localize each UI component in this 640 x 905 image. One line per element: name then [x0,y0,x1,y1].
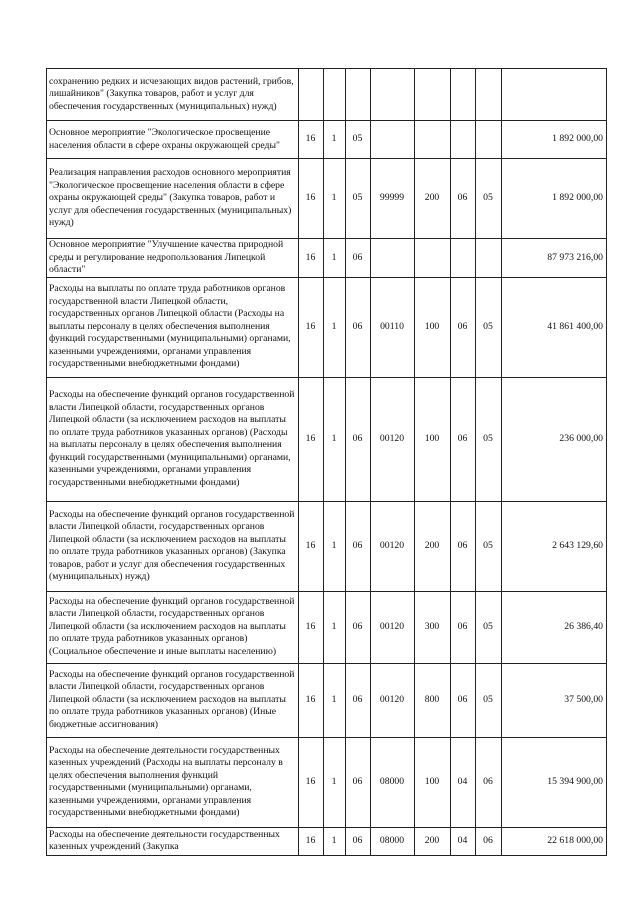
cell-description: Реализация направления расходов основного мероприятия "Экологическое просвещение населения области в сфере охраны окружающей среды" (Закупка товаров, работ и услуг для обеспечения государственных (муниципальных) нужд) [47,159,299,239]
cell-code-4: 08000 [371,827,415,855]
cell-code-2: 1 [324,377,346,501]
cell-code-4 [371,239,415,278]
cell-code-5: 200 [415,159,451,239]
cell-code-2: 1 [324,159,346,239]
cell-amount: 22 618 000,00 [502,827,607,855]
cell-code-6: 06 [451,377,476,501]
cell-amount [502,69,607,121]
cell-code-1: 16 [299,377,324,501]
cell-description: Расходы на обеспечение функций органов государственной власти Липецкой области, государственных органов Липецкой области (за исключением расходов на выплаты по оплате труда работников указанных органов) (Расходы на выплаты персоналу в целях обеспечения выполнения функций государственными (муниципальными) органами, казенными учреждениями, органами управления государственными внебюджетными фондами) [47,377,299,501]
cell-code-1: 16 [299,827,324,855]
cell-description: сохранению редких и исчезающих видов растений, грибов, лишайников" (Закупка товаров, работ и услуг для обеспечения государственных (муниципальных) нужд) [47,69,299,121]
cell-code-3: 06 [346,737,371,827]
table-row [47,737,607,827]
cell-code-6 [451,239,476,278]
cell-amount: 26 386,40 [502,591,607,663]
cell-code-5: 100 [415,377,451,501]
cell-amount: 15 394 900,00 [502,737,607,827]
cell-code-4: 00120 [371,501,415,591]
cell-code-1: 16 [299,239,324,278]
cell-description: Основное мероприятие "Экологическое просвещение населения области в сфере охраны окружающей среды" [47,121,299,159]
cell-code-2: 1 [324,239,346,278]
cell-code-2: 1 [324,827,346,855]
cell-code-6: 04 [451,737,476,827]
cell-code-7 [476,239,502,278]
cell-code-6 [451,69,476,121]
cell-description: Расходы на обеспечение деятельности государственных казенных учреждений (Закупка [47,827,299,855]
cell-code-1: 16 [299,737,324,827]
cell-code-6 [451,121,476,159]
cell-code-3: 06 [346,827,371,855]
table-row [47,277,607,377]
cell-code-2: 1 [324,591,346,663]
cell-code-5 [415,121,451,159]
cell-description: Расходы на обеспечение деятельности государственных казенных учреждений (Расходы на выплаты персоналу в целях обеспечения выполнения функций государственными (муниципальными) органами, казенными учреждениями, органами управления государственными внебюджетными фондами) [47,737,299,827]
table-row [47,159,607,239]
cell-code-1: 16 [299,159,324,239]
cell-code-6: 06 [451,591,476,663]
cell-code-4: 08000 [371,737,415,827]
cell-code-7: 06 [476,737,502,827]
cell-code-3: 05 [346,121,371,159]
cell-amount: 236 000,00 [502,377,607,501]
cell-code-3: 06 [346,663,371,737]
cell-code-3: 05 [346,159,371,239]
cell-amount: 87 973 216,00 [502,239,607,278]
cell-code-4: 00120 [371,663,415,737]
cell-code-1: 16 [299,501,324,591]
cell-code-3: 06 [346,239,371,278]
cell-code-4 [371,69,415,121]
cell-code-5: 200 [415,827,451,855]
cell-code-5 [415,239,451,278]
cell-code-1: 16 [299,121,324,159]
cell-code-4: 00120 [371,591,415,663]
cell-description: Основное мероприятие "Улучшение качества природной среды и регулирование недропользования Липецкой области" [47,239,299,278]
table-row [47,239,607,278]
table-row [47,663,607,737]
cell-code-2: 1 [324,663,346,737]
budget-table-body [47,69,607,856]
cell-code-3: 06 [346,501,371,591]
cell-code-7: 05 [476,377,502,501]
cell-code-3: 06 [346,591,371,663]
cell-code-3: 06 [346,277,371,377]
cell-code-1 [299,69,324,121]
cell-code-5: 200 [415,501,451,591]
cell-code-4: 99999 [371,159,415,239]
table-row [47,69,607,121]
budget-table [46,68,607,856]
cell-code-2: 1 [324,121,346,159]
cell-code-5 [415,69,451,121]
cell-code-6: 06 [451,663,476,737]
cell-code-7: 05 [476,501,502,591]
cell-code-6: 06 [451,501,476,591]
cell-code-4: 00110 [371,277,415,377]
cell-code-5: 100 [415,277,451,377]
cell-code-7 [476,121,502,159]
cell-code-4 [371,121,415,159]
cell-code-3 [346,69,371,121]
cell-code-2: 1 [324,737,346,827]
cell-code-6: 06 [451,277,476,377]
cell-code-1: 16 [299,663,324,737]
cell-amount: 1 892 000,00 [502,159,607,239]
cell-code-5: 800 [415,663,451,737]
cell-code-5: 300 [415,591,451,663]
cell-code-5: 100 [415,737,451,827]
table-row [47,827,607,855]
cell-code-6: 06 [451,159,476,239]
cell-amount: 1 892 000,00 [502,121,607,159]
cell-code-1: 16 [299,277,324,377]
cell-code-1: 16 [299,591,324,663]
cell-code-7 [476,69,502,121]
cell-code-7: 05 [476,277,502,377]
cell-description: Расходы на выплаты по оплате труда работников органов государственной власти Липецкой области, государственных органов Липецкой области (Расходы на выплаты персоналу в целях обеспечения выполнения функций государственными (муниципальными) органами, казенными учреждениями, органами управления государственными внебюджетными фондами) [47,277,299,377]
table-row [47,377,607,501]
cell-code-3: 06 [346,377,371,501]
cell-amount: 37 500,00 [502,663,607,737]
cell-description: Расходы на обеспечение функций органов государственной власти Липецкой области, государственных органов Липецкой области (за исключением расходов на выплаты по оплате труда работников указанных органов) (Закупка товаров, работ и услуг для обеспечения государственных (муниципальных) нужд) [47,501,299,591]
cell-code-2: 1 [324,277,346,377]
table-row [47,121,607,159]
cell-code-4: 00120 [371,377,415,501]
cell-code-7: 05 [476,159,502,239]
cell-code-7: 05 [476,591,502,663]
cell-code-2: 1 [324,501,346,591]
cell-code-7: 06 [476,827,502,855]
cell-description: Расходы на обеспечение функций органов государственной власти Липецкой области, государственных органов Липецкой области (за исключением расходов на выплаты по оплате труда работников указанных органов) (Социальное обеспечение и иные выплаты населению) [47,591,299,663]
cell-code-6: 04 [451,827,476,855]
cell-amount: 41 861 400,00 [502,277,607,377]
cell-code-2 [324,69,346,121]
cell-amount: 2 643 129,60 [502,501,607,591]
cell-description: Расходы на обеспечение функций органов государственной власти Липецкой области, государственных органов Липецкой области (за исключением расходов на выплаты по оплате труда работников указанных органов) (Иные бюджетные ассигнования) [47,663,299,737]
table-row [47,501,607,591]
cell-code-7: 05 [476,663,502,737]
table-row [47,591,607,663]
